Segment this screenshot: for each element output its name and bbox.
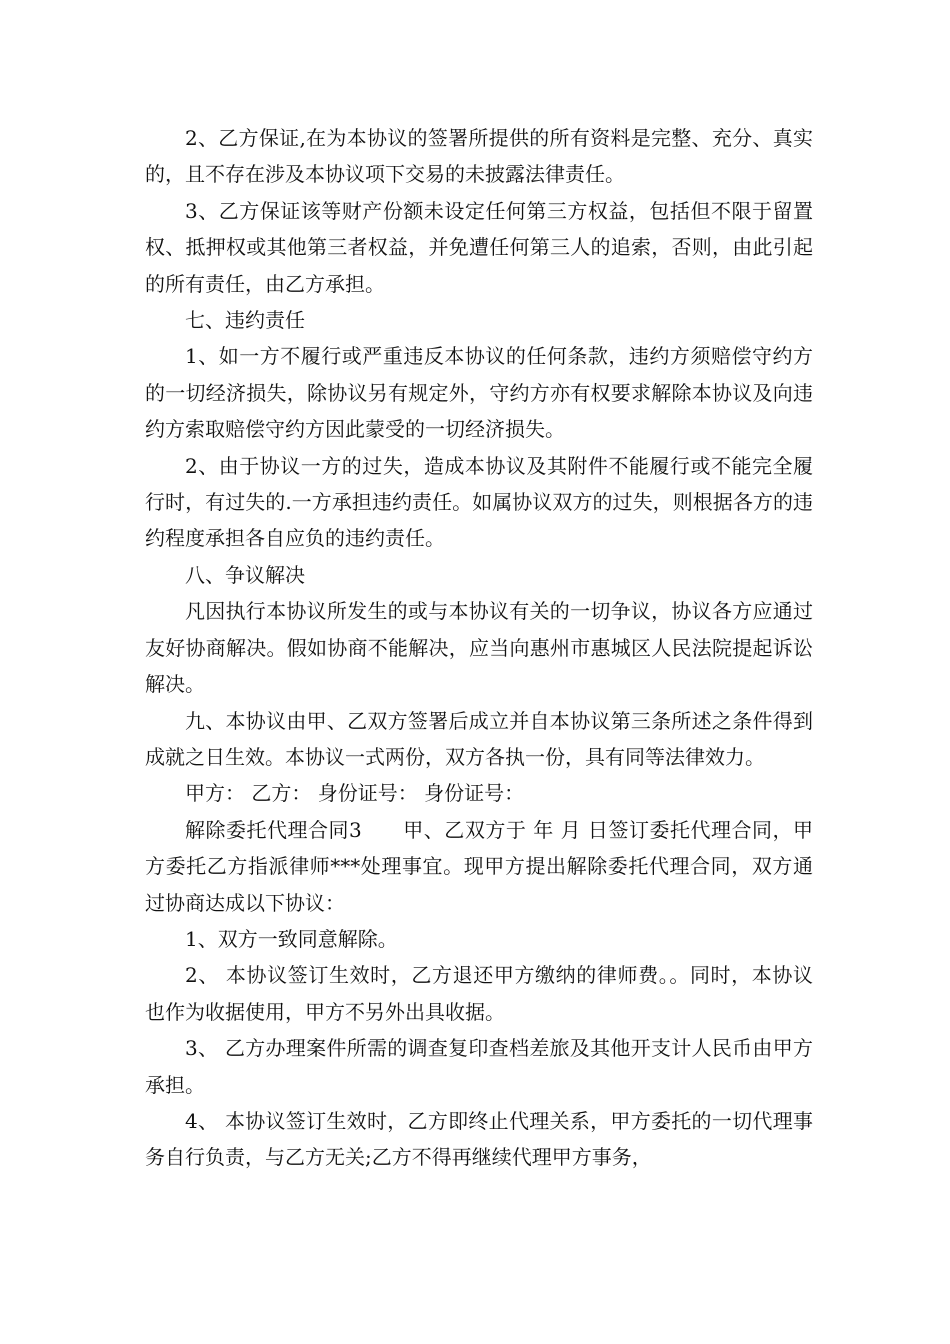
paragraph-termination-2: 2、 本协议签订生效时，乙方退还甲方缴纳的律师费。。同时，本协议也作为收据使用，甲方不另外出具收据。 <box>145 963 813 1024</box>
paragraph-warranty-3: 3、乙方保证该等财产份额未设定任何第三方权益，包括但不限于留置权、抵押权或其他第三者权益，并免遭任何第三人的追索，否则，由此引起的所有责任，由乙方承担。 <box>145 198 813 296</box>
paragraph-termination-intro: 解除委托代理合同3 甲、乙双方于 年 月 日签订委托代理合同，甲方委托乙方指派律师***处理事宜。现甲方提出解除委托代理合同，双方通过协商达成以下协议： <box>145 817 813 915</box>
paragraph-termination-3: 3、 乙方办理案件所需的调查复印查档差旅及其他开支计人民币由甲方承担。 <box>145 1036 813 1097</box>
paragraph-effectiveness: 九、本协议由甲、乙双方签署后成立并自本协议第三条所述之条件得到成就之日生效。本协议一式两份，双方各执一份，具有同等法律效力。 <box>145 708 813 769</box>
paragraph-breach-2: 2、由于协议一方的过失，造成本协议及其附件不能履行或不能完全履行时，有过失的.一方承担违约责任。如属协议双方的过失，则根据各方的违约程度承担各自应负的违约责任。 <box>145 453 813 551</box>
document-body <box>145 120 813 1176</box>
section-heading-dispute: 八、争议解决 <box>185 562 305 587</box>
paragraph-warranty-2: 2、乙方保证,在为本协议的签署所提供的所有资料是完整、充分、真实的，且不存在涉及本协议项下交易的未披露法律责任。 <box>145 126 813 187</box>
paragraph-termination-4: 4、 本协议签订生效时，乙方即终止代理关系，甲方委托的一切代理事务自行负责，与乙方无关;乙方不得再继续代理甲方事务， <box>145 1108 813 1170</box>
paragraph-breach-1: 1、如一方不履行或严重违反本协议的任何条款，违约方须赔偿守约方的一切经济损失，除协议另有规定外，守约方亦有权要求解除本协议及向违约方索取赔偿守约方因此蒙受的一切经济损失。 <box>145 344 813 442</box>
section-heading-breach: 七、违约责任 <box>185 308 305 333</box>
paragraph-dispute: 凡因执行本协议所发生的或与本协议有关的一切争议，协议各方应通过友好协商解决。假如协商不能解决，应当向惠州市惠城区人民法院提起诉讼解决。 <box>145 599 813 697</box>
paragraph-termination-1: 1、双方一致同意解除。 <box>185 926 398 951</box>
signature-line: 甲方： 乙方： 身份证号： 身份证号： <box>185 781 525 806</box>
